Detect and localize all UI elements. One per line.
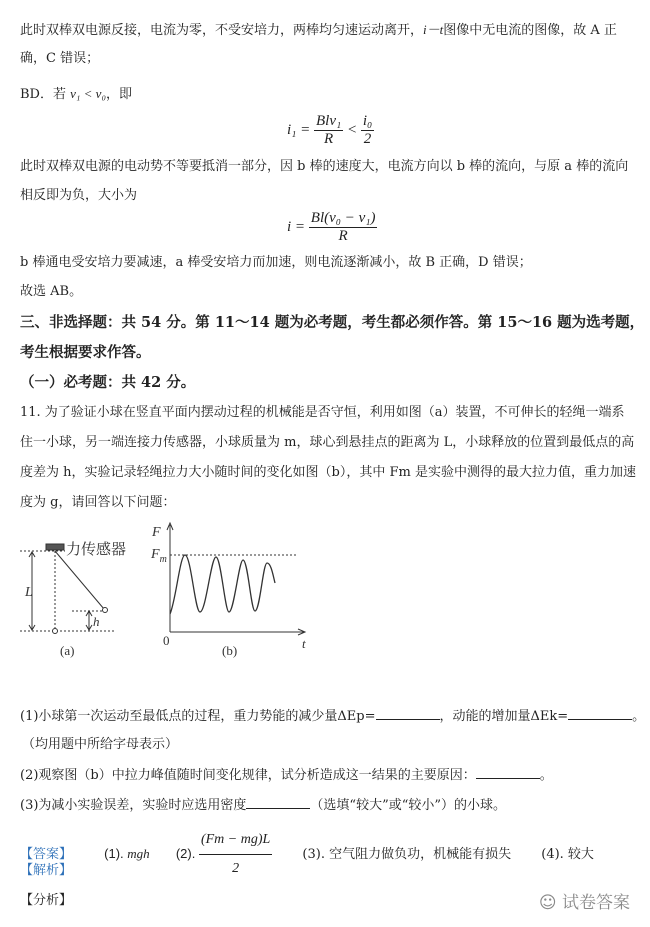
figure-b <box>167 523 305 635</box>
subquestion-2: (2)观察图（b）中拉力峰值随时间变化规律，试分析造成这一结果的主要原因： 。 <box>20 768 553 783</box>
text-line: b 棒通电受安培力要减速，a 棒受安培力而加速，则电流逐渐减小，故 B 正确，D 错误； <box>20 255 532 270</box>
svg-text:L: L <box>25 585 33 600</box>
force-sensor <box>46 544 64 550</box>
text-line: 相反即为负，大小为 <box>20 188 138 203</box>
subquestion-note: （均用题中所给字母表示） <box>22 737 179 752</box>
sensor-label: 力传感器 <box>66 542 127 558</box>
question-text: 住一小球，另一端连接力传感器，小球质量为 m，球心到悬挂点的距离为 L，小球释放的位置到最低点的高 <box>20 435 635 450</box>
svg-text:Fm: $F_m$ <box>151 547 167 565</box>
equation-i1: i₁ = $\frac{\text{Blv₁}}{R}$ < $\frac{\text{i₀}}{2}$ <box>287 113 373 147</box>
answer-blank[interactable] <box>246 796 310 809</box>
text-line: 此时双棒双电源反接，电流为零，不受安培力，两棒均匀速运动离开，i－t图像中无电流的图像，故 A 正 <box>20 22 617 38</box>
analysis-tag: 【解析】 <box>20 863 73 878</box>
question-text: 度差为 h，实验记录轻绳拉力大小随时间的变化如图（b），其中 Fm 是实验中测得的最大拉力值，重力加速 <box>20 465 636 480</box>
answer-line: 【答案】 (1). mgh (2). $\frac{(Fm - mg)L}{2}$ (3). 空气阻力做负功，机械能有损失 (4). 较大 <box>20 826 594 883</box>
ball <box>103 608 108 613</box>
wechat-icon: ☺ <box>538 893 557 913</box>
answer-blank[interactable] <box>476 766 540 779</box>
svg-text:h: h <box>93 614 100 629</box>
svg-text:t: t <box>302 636 306 651</box>
section-heading: 考生根据要求作答。 <box>20 344 151 361</box>
subquestion-1: (1)小球第一次运动至最低点的过程，重力势能的减少量ΔEp= ，动能的增加量ΔEk= 。 <box>20 709 646 724</box>
text-line: BD．若 v₁ < v₀，即 <box>20 86 132 102</box>
equation-i: i = $\frac{\text{Bl(v₀ − v₁)}}{R}$ <box>287 210 376 244</box>
force-curve <box>170 555 275 614</box>
section-heading: 三、非选择题：共 54 分。第 11～14 题为必考题，考生都必须作答。第 15～16 题为选考题， <box>20 314 645 331</box>
svg-text:(a): (a) <box>60 643 75 658</box>
text-line: 确，C 错误； <box>20 51 100 66</box>
subquestion-3: (3)为减小实验误差，实验时应选用密度 （选填“较大”或“较小”）的小球。 <box>20 798 507 813</box>
experiment-figure <box>0 515 330 665</box>
text-line: 此时双棒双电源的电动势不等要抵消一部分，因 b 棒的速度大，电流方向以 b 棒的流向，与原 a 棒的流向 <box>20 159 629 174</box>
subsection-heading: （一）必考题：共 42 分。 <box>20 374 196 391</box>
answer-blank[interactable] <box>568 707 632 720</box>
question-text: 11. 为了验证小球在竖直平面内摆动过程的机械能是否守恒，利用如图（a）装置，不可伸长的轻绳一端系 <box>20 405 625 420</box>
svg-text:F: F <box>152 525 161 540</box>
rope <box>55 551 104 609</box>
watermark: ☺ 试卷答案 <box>538 893 630 913</box>
answer-blank[interactable] <box>376 707 440 720</box>
answer-tag: 【答案】 <box>20 847 73 862</box>
question-text: 度为 g，请回答以下问题： <box>20 495 176 510</box>
svg-text:0: 0 <box>163 633 170 648</box>
svg-text:(b): (b) <box>222 643 238 658</box>
fenxi-tag: 【分析】 <box>20 893 73 908</box>
text-line: 故选 AB。 <box>20 284 83 299</box>
